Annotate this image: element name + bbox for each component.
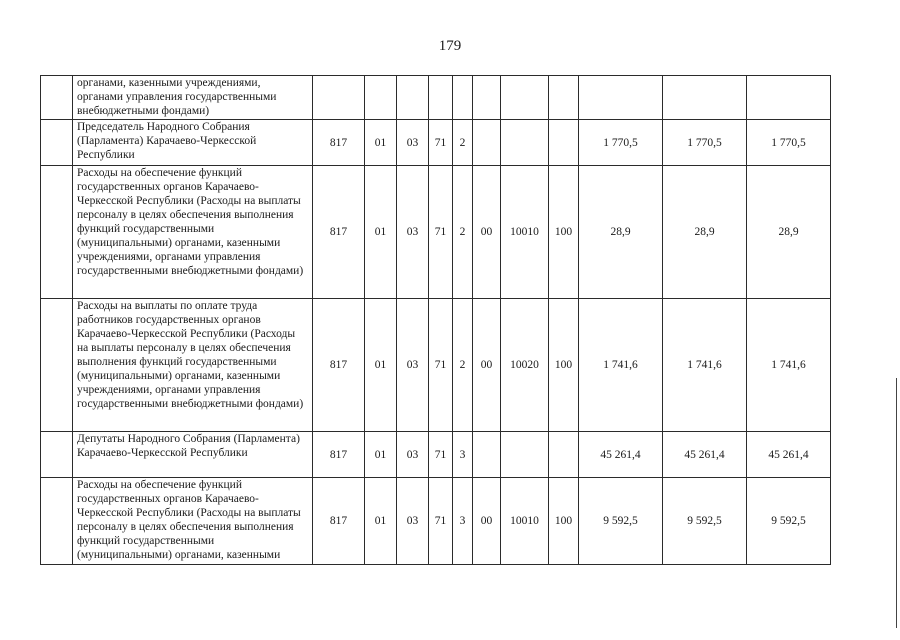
subprogram-code-cell: 2 (453, 166, 473, 299)
subprogram-code-cell: 2 (453, 120, 473, 166)
section-code-cell: 01 (365, 166, 397, 299)
event-code-cell (473, 76, 501, 120)
index-cell (41, 478, 73, 565)
ministry-code-cell: 817 (313, 299, 365, 432)
direction-code-cell: 10010 (501, 166, 549, 299)
amount-year-2-cell: 45 261,4 (663, 432, 747, 478)
index-cell (41, 299, 73, 432)
program-code-cell: 71 (429, 299, 453, 432)
subprogram-code-cell: 3 (453, 478, 473, 565)
table-row (41, 166, 831, 299)
program-code-cell: 71 (429, 478, 453, 565)
amount-year-1-cell: 45 261,4 (579, 432, 663, 478)
amount-year-1-cell: 9 592,5 (579, 478, 663, 565)
direction-code-cell: 10010 (501, 478, 549, 565)
amount-year-2-cell: 9 592,5 (663, 478, 747, 565)
section-code-cell: 01 (365, 432, 397, 478)
ministry-code-cell: 817 (313, 478, 365, 565)
table-row (41, 299, 831, 432)
amount-year-1-cell: 28,9 (579, 166, 663, 299)
description-cell: Расходы на выплаты по оплате труда работников государственных органов Карачаево-Черкесской Республики (Расходы на выплаты персоналу в целях обеспечения выполнения функций государственными (муниципальными) органами, казенными учреждениями, органами управления государственными внебюджетными фондами) (73, 299, 313, 432)
expense-type-cell: 100 (549, 299, 579, 432)
ministry-code-cell: 817 (313, 166, 365, 299)
amount-year-1-cell (579, 76, 663, 120)
event-code-cell: 00 (473, 478, 501, 565)
direction-code-cell (501, 432, 549, 478)
index-cell (41, 120, 73, 166)
description-cell: Депутаты Народного Собрания (Парламента) Карачаево-Черкесской Республики (73, 432, 313, 478)
program-code-cell (429, 76, 453, 120)
index-cell (41, 166, 73, 299)
subprogram-code-cell: 3 (453, 432, 473, 478)
subsection-code-cell (397, 76, 429, 120)
amount-year-3-cell (747, 76, 831, 120)
expense-type-cell (549, 432, 579, 478)
budget-table (40, 75, 831, 565)
subsection-code-cell: 03 (397, 432, 429, 478)
amount-year-3-cell: 1 770,5 (747, 120, 831, 166)
section-code-cell: 01 (365, 478, 397, 565)
scan-edge-line (896, 378, 897, 628)
amount-year-3-cell: 1 741,6 (747, 299, 831, 432)
description-cell: Председатель Народного Собрания (Парламента) Карачаево-Черкесской Республики (73, 120, 313, 166)
amount-year-1-cell: 1 741,6 (579, 299, 663, 432)
amount-year-2-cell (663, 76, 747, 120)
ministry-code-cell: 817 (313, 432, 365, 478)
section-code-cell: 01 (365, 120, 397, 166)
amount-year-2-cell: 28,9 (663, 166, 747, 299)
amount-year-2-cell: 1 741,6 (663, 299, 747, 432)
description-cell: органами, казенными учреждениями, органами управления государственными внебюджетными фондами) (73, 76, 313, 120)
subsection-code-cell: 03 (397, 478, 429, 565)
subsection-code-cell: 03 (397, 120, 429, 166)
direction-code-cell: 10020 (501, 299, 549, 432)
amount-year-1-cell: 1 770,5 (579, 120, 663, 166)
amount-year-2-cell: 1 770,5 (663, 120, 747, 166)
ministry-code-cell (313, 76, 365, 120)
page-number: 179 (438, 38, 462, 54)
expense-type-cell (549, 76, 579, 120)
table-row (41, 432, 831, 478)
direction-code-cell (501, 76, 549, 120)
table-row (41, 478, 831, 565)
event-code-cell (473, 120, 501, 166)
subprogram-code-cell (453, 76, 473, 120)
section-code-cell: 01 (365, 299, 397, 432)
table-row (41, 76, 831, 120)
section-code-cell (365, 76, 397, 120)
description-cell: Расходы на обеспечение функций государственных органов Карачаево-Черкесской Республики (Расходы на выплаты персоналу в целях обеспечения выполнения функций государственными (муниципальными) органами, казенными (73, 478, 313, 565)
amount-year-3-cell: 28,9 (747, 166, 831, 299)
description-cell: Расходы на обеспечение функций государственных органов Карачаево-Черкесской Республики (Расходы на выплаты персоналу в целях обеспечения выполнения функций государственными (муниципальными) органами, казенными учреждениями, органами управления государственными внебюджетными фондами) (73, 166, 313, 299)
program-code-cell: 71 (429, 166, 453, 299)
amount-year-3-cell: 9 592,5 (747, 478, 831, 565)
expense-type-cell (549, 120, 579, 166)
index-cell (41, 76, 73, 120)
amount-year-3-cell: 45 261,4 (747, 432, 831, 478)
program-code-cell: 71 (429, 120, 453, 166)
subprogram-code-cell: 2 (453, 299, 473, 432)
subsection-code-cell: 03 (397, 166, 429, 299)
expense-type-cell: 100 (549, 166, 579, 299)
event-code-cell: 00 (473, 166, 501, 299)
direction-code-cell (501, 120, 549, 166)
program-code-cell: 71 (429, 432, 453, 478)
ministry-code-cell: 817 (313, 120, 365, 166)
event-code-cell (473, 432, 501, 478)
subsection-code-cell: 03 (397, 299, 429, 432)
index-cell (41, 432, 73, 478)
event-code-cell: 00 (473, 299, 501, 432)
table-row (41, 120, 831, 166)
expense-type-cell: 100 (549, 478, 579, 565)
